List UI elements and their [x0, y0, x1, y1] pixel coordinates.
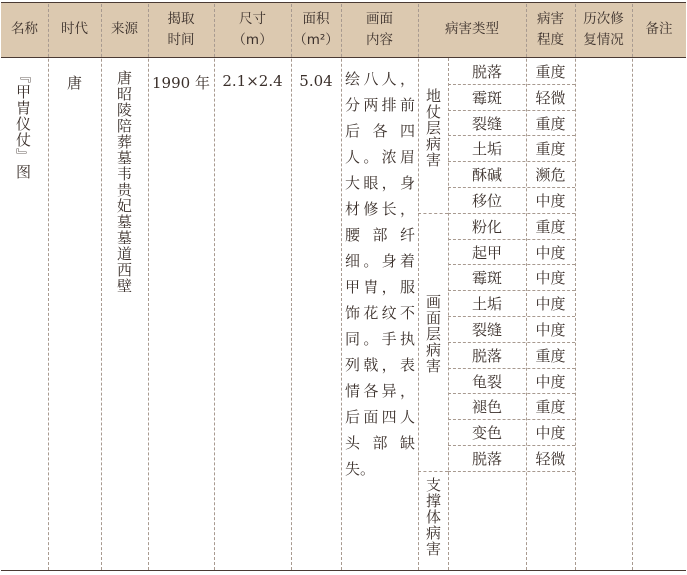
record-area: 5.04 [299, 72, 333, 90]
disease-type: 脱落 [471, 346, 502, 365]
disease-type: 脱落 [471, 63, 502, 81]
record-era: 唐 [66, 74, 82, 92]
col-sep [101, 4, 102, 570]
header-area: 面积 （m²） [293, 10, 339, 48]
row-separator [448, 342, 575, 343]
disease-type: 土垢 [471, 140, 502, 159]
disease-type: 土垢 [471, 295, 502, 314]
bottom-rule [1, 570, 686, 571]
record-size: 2.1×2.4 [222, 72, 283, 90]
disease-type: 粉化 [471, 217, 502, 236]
disease-type: 褪色 [471, 398, 502, 417]
disease-type: 酥碱 [471, 166, 502, 185]
disease-degree: 中度 [535, 372, 566, 391]
disease-category: 地仗层病害 [424, 87, 442, 168]
row-separator [448, 135, 575, 136]
header-content: 画面 内容 [366, 10, 393, 48]
col-sep [632, 4, 633, 570]
row-separator [448, 264, 575, 265]
header-restoration-history: 历次修 复情况 [583, 10, 624, 48]
disease-degree: 中度 [535, 192, 566, 210]
header-excavation-time: 揭取 时间 [167, 10, 195, 48]
row-separator [448, 419, 575, 420]
disease-degree: 中度 [535, 243, 566, 262]
header-era: 时代 [61, 21, 88, 37]
row-separator [448, 316, 575, 317]
header-disease-degree: 病害 程度 [537, 10, 564, 48]
disease-type: 脱落 [471, 450, 502, 468]
disease-type: 起甲 [471, 243, 502, 262]
record-name: 『甲胄仪仗』图 [14, 68, 32, 180]
disease-category: 支撑体病害 [424, 476, 442, 557]
disease-degree: 重度 [535, 217, 566, 236]
header-source: 来源 [111, 21, 138, 37]
disease-degree: 中度 [535, 295, 566, 314]
row-separator [448, 445, 575, 446]
disease-degree: 重度 [535, 114, 566, 133]
group-separator [418, 471, 448, 472]
row-separator [448, 110, 575, 111]
disease-degree: 轻微 [535, 450, 566, 468]
row-separator [448, 213, 575, 214]
header-size: 尺寸 （m） [232, 10, 273, 48]
header-name: 名称 [11, 21, 38, 37]
row-separator [448, 187, 575, 188]
disease-type: 龟裂 [471, 372, 502, 391]
group-separator [418, 213, 448, 214]
disease-type: 裂缝 [471, 114, 502, 133]
header-remarks: 备注 [645, 21, 673, 37]
row-separator [448, 368, 575, 369]
row-separator [448, 161, 575, 162]
record-content: 绘八人，分两排前后各四人。浓眉大眼，身材修长，腰部纤细。身着甲胄，服饰花纹不同。手执列戟，表情各异，后面四人头部缺失。 [345, 70, 415, 478]
header-rule [1, 57, 686, 58]
disease-degree: 濒危 [535, 166, 566, 185]
row-separator [448, 290, 575, 291]
disease-category: 画面层病害 [424, 294, 442, 375]
col-sep [418, 4, 419, 570]
row-separator [448, 393, 575, 394]
row-separator [448, 84, 575, 85]
disease-degree: 轻微 [535, 88, 566, 107]
disease-degree: 重度 [535, 63, 566, 81]
header-disease-type: 病害类型 [445, 21, 499, 37]
disease-type: 霉斑 [471, 88, 502, 107]
disease-type: 霉斑 [471, 269, 502, 288]
row-separator [448, 239, 575, 240]
disease-type: 移位 [471, 192, 502, 210]
disease-type: 裂缝 [471, 321, 502, 339]
disease-degree: 重度 [535, 346, 566, 365]
col-sep [341, 4, 342, 570]
disease-degree: 重度 [535, 398, 566, 417]
disease-type: 变色 [471, 424, 502, 443]
col-sep [575, 4, 576, 570]
record-source: 唐昭陵陪葬墓韦贵妃墓墓道西壁 [115, 70, 133, 294]
disease-degree: 中度 [535, 269, 566, 288]
record-excavation-time: 1990 年 [152, 74, 210, 92]
disease-degree: 中度 [535, 424, 566, 443]
row-separator [448, 471, 575, 472]
disease-degree: 重度 [535, 140, 566, 159]
disease-degree: 中度 [535, 321, 566, 339]
